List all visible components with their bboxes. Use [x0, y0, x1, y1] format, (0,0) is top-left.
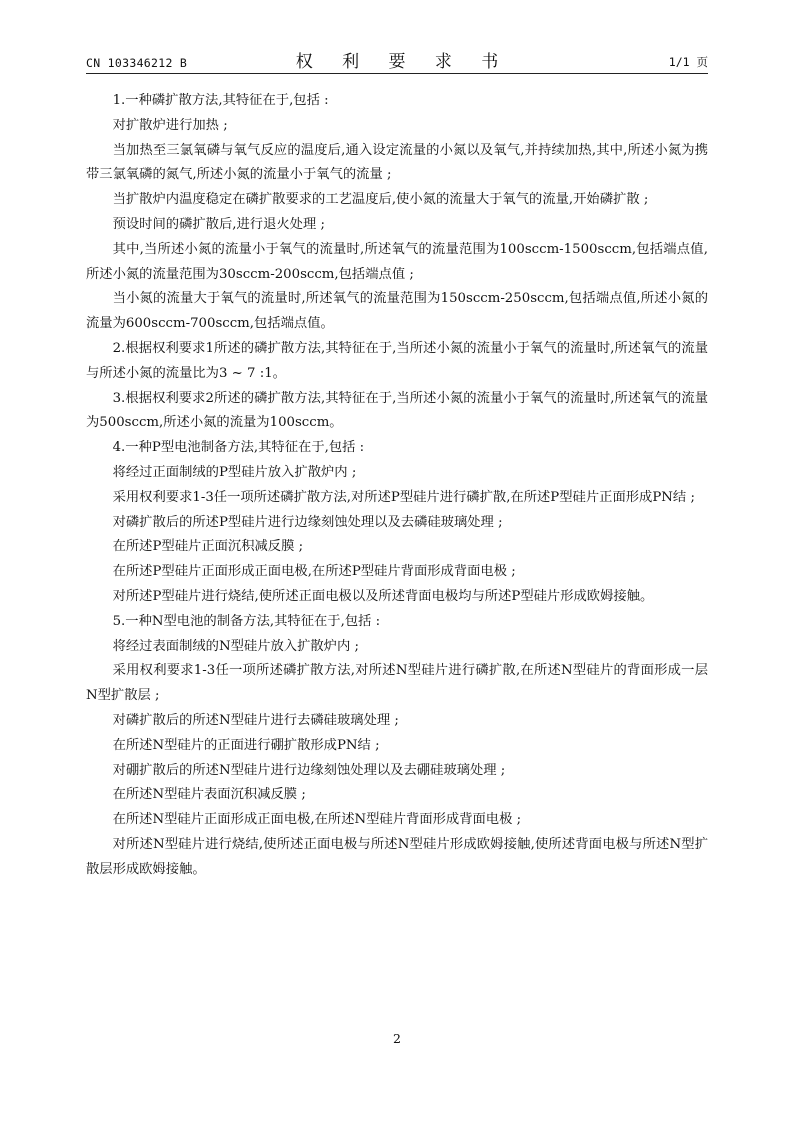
patent-number: CN 103346212 B: [86, 56, 188, 70]
claim-paragraph: 对硼扩散后的所述N型硅片进行边缘刻蚀处理以及去硼硅玻璃处理 ;: [112, 762, 506, 778]
document-title: 权 利 要 求 书: [295, 52, 511, 72]
claim-paragraph: 当加热至三氯氧磷与氧气反应的温度后,通入设定流量的小氮以及氧气,并持续加热,其中,所述小氮为携带三氯氧磷的氮气,所述小氮的流量小于氧气的流量 ;: [86, 142, 708, 183]
claim-paragraph: 对磷扩散后的所述P型硅片进行边缘刻蚀处理以及去磷硅玻璃处理 ;: [112, 514, 503, 530]
page-indicator: 1/1 页: [668, 55, 708, 69]
claim-paragraph: 对所述N型硅片进行烧结,使所述正面电极与所述N型硅片形成欧姆接触,使所述背面电极与所述N型扩散层形成欧姆接触。: [86, 836, 708, 877]
claim-paragraph: 2.根据权利要求1所述的磷扩散方法,其特征在于,当所述小氮的流量小于氧气的流量时,所述氧气的流量与所述小氮的流量比为3 ~ 7 :1。: [86, 340, 708, 381]
claim-paragraph: 在所述P型硅片正面沉积减反膜 ;: [112, 539, 304, 555]
claim-paragraph: 对磷扩散后的所述N型硅片进行去磷硅玻璃处理 ;: [112, 712, 399, 728]
claim-paragraph: 1.一种磷扩散方法,其特征在于,包括 :: [112, 93, 329, 108]
claim-paragraph: 在所述N型硅片表面沉积减反膜 ;: [112, 787, 306, 803]
claim-paragraph: 4.一种P型电池制备方法,其特征在于,包括 :: [112, 440, 365, 456]
claim-paragraph: 将经过正面制绒的P型硅片放入扩散炉内 ;: [112, 464, 357, 480]
claim-paragraph: 在所述N型硅片的正面进行硼扩散形成PN结 ;: [112, 737, 380, 753]
header-divider: [86, 73, 708, 74]
claim-paragraph: 当扩散炉内温度稳定在磷扩散要求的工艺温度后,使小氮的流量大于氧气的流量,开始磷扩散 ;: [112, 192, 649, 208]
claim-paragraph: 当小氮的流量大于氧气的流量时,所述氧气的流量范围为150sccm-250sccm,包括端点值,所述小氮的流量为600sccm-700sccm,包括端点值。: [86, 291, 708, 332]
claim-paragraph: 预设时间的磷扩散后,进行退火处理 ;: [112, 216, 325, 232]
page-header: [86, 46, 708, 74]
claim-paragraph: 在所述P型硅片正面形成正面电极,在所述P型硅片背面形成背面电极 ;: [112, 564, 516, 580]
claim-paragraph: 5.一种N型电池的制备方法,其特征在于,包括 :: [112, 613, 381, 629]
claim-paragraph: 对扩散炉进行加热 ;: [112, 117, 228, 133]
claim-paragraph: 对所述P型硅片进行烧结,使所述正面电极以及所述背面电极均与所述P型硅片形成欧姆接触。: [112, 588, 654, 604]
claim-paragraph: 将经过表面制绒的N型硅片放入扩散炉内 ;: [112, 638, 359, 654]
page-number: 2: [393, 1031, 401, 1046]
claims-body: [86, 89, 708, 883]
claim-paragraph: 在所述N型硅片正面形成正面电极,在所述N型硅片背面形成背面电极 ;: [112, 812, 522, 828]
claim-paragraph: 其中,当所述小氮的流量小于氧气的流量时,所述氧气的流量范围为100sccm-1500sccm,包括端点值,所述小氮的流量范围为30sccm-200sccm,包括端点值 ;: [86, 241, 708, 282]
claim-paragraph: 采用权利要求1-3任一项所述磷扩散方法,对所述N型硅片进行磷扩散,在所述N型硅片的背面形成一层N型扩散层 ;: [86, 663, 708, 704]
claim-paragraph: 采用权利要求1-3任一项所述磷扩散方法,对所述P型硅片进行磷扩散,在所述P型硅片正面形成PN结 ;: [112, 489, 695, 505]
claim-paragraph: 3.根据权利要求2所述的磷扩散方法,其特征在于,当所述小氮的流量小于氧气的流量时,所述氧气的流量为500sccm,所述小氮的流量为100sccm。: [86, 390, 708, 431]
